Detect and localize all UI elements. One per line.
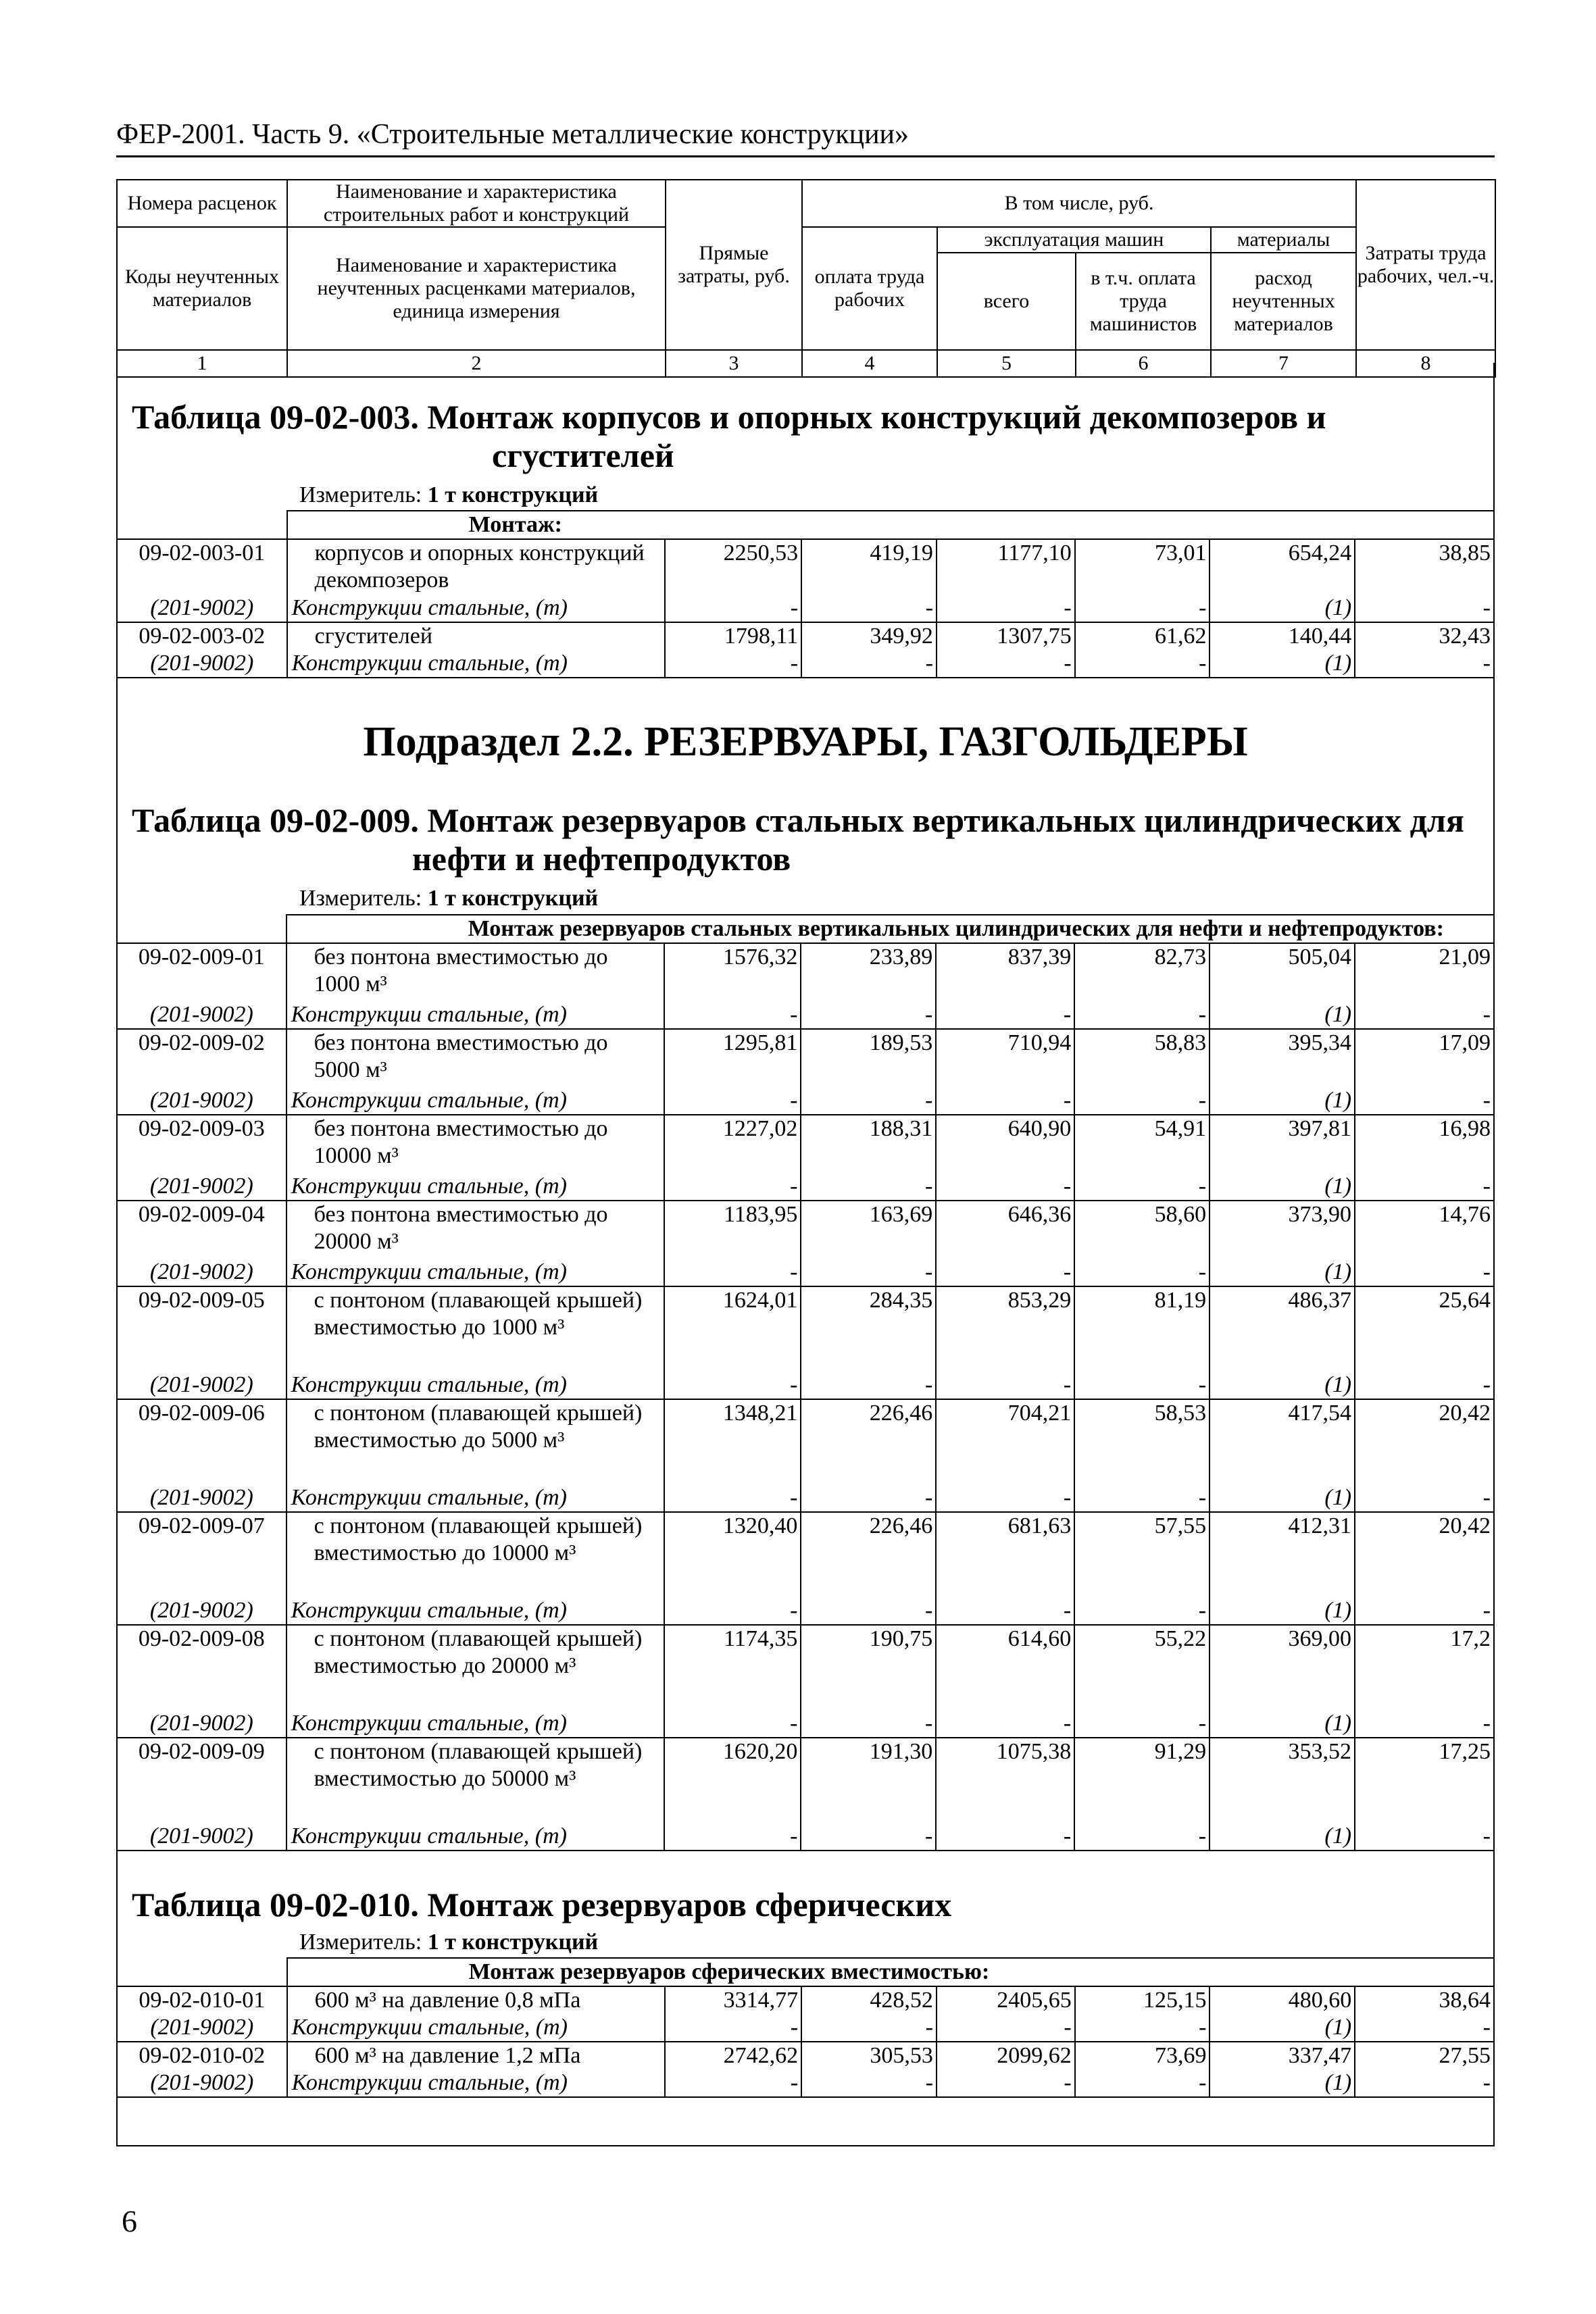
material-direct: -: [664, 1710, 801, 1738]
wages: 191,30: [801, 1738, 936, 1823]
machines-total: 646,36: [936, 1201, 1074, 1259]
material-direct: -: [664, 1259, 801, 1286]
machines-wages: 58,53: [1074, 1399, 1210, 1484]
material-code: (201-9002): [117, 1710, 286, 1738]
rate-code: 09-02-010-02: [117, 2042, 287, 2069]
table-003-title-line1: Таблица 09-02-003. Монтаж корпусов и опорных конструкций декомпозеров и: [132, 398, 1326, 436]
work-name: без понтона вместимостью до 10000 м³: [286, 1115, 665, 1173]
col-number: 2: [287, 350, 666, 377]
material-name: Конструкции стальные, (т): [286, 1823, 665, 1851]
machines-wages: 81,19: [1074, 1286, 1210, 1372]
machines-wages: 61,62: [1075, 622, 1210, 650]
col-mat-code: Коды неучтенных материалов: [117, 227, 287, 350]
material-labor: -: [1355, 2069, 1494, 2097]
material-labor: -: [1355, 1484, 1494, 1512]
table-003-body: [116, 510, 1495, 678]
material-wages: -: [801, 1710, 936, 1738]
machines-total: 640,90: [936, 1115, 1074, 1173]
work-name: 600 м³ на давление 1,2 мПа: [287, 2042, 666, 2069]
labor: 20,42: [1355, 1399, 1494, 1484]
material-machines-wages: -: [1074, 1001, 1210, 1029]
material-code: (201-9002): [117, 1484, 286, 1512]
table-row: [117, 1399, 1494, 1484]
materials: 395,34: [1210, 1029, 1355, 1087]
group-heading: Монтаж резервуаров сферических вместимостью:: [287, 1958, 1494, 1986]
material-machines-wages: -: [1075, 650, 1210, 678]
machines-total: 614,60: [936, 1625, 1074, 1710]
material-code: (201-9002): [117, 2014, 287, 2042]
labor: 38,85: [1355, 539, 1494, 595]
labor: 17,09: [1355, 1029, 1494, 1087]
rate-code: 09-02-010-01: [117, 1986, 287, 2014]
material-code: (201-9002): [117, 1087, 286, 1115]
wages: 226,46: [801, 1399, 936, 1484]
direct-cost: 2742,62: [665, 2042, 801, 2069]
materials: 397,81: [1210, 1115, 1355, 1173]
labor: 27,55: [1355, 2042, 1494, 2069]
table-009-title-line1: Таблица 09-02-009. Монтаж резервуаров стальных вертикальных цилиндрических для: [132, 801, 1464, 839]
materials: 369,00: [1210, 1625, 1355, 1710]
material-machines-wages: -: [1074, 1259, 1210, 1286]
work-name: сгустителей: [287, 622, 666, 650]
work-name: без понтона вместимостью до 5000 м³: [286, 1029, 665, 1087]
rate-code: 09-02-009-04: [117, 1201, 286, 1259]
material-machines: -: [936, 1597, 1074, 1625]
material-labor: -: [1355, 1823, 1494, 1851]
wages: 190,75: [801, 1625, 936, 1710]
material-name: Конструкции стальные, (т): [287, 650, 666, 678]
direct-cost: 1624,01: [664, 1286, 801, 1372]
col-wages: оплата труда рабочих: [802, 227, 937, 350]
material-code: (201-9002): [117, 1173, 286, 1201]
table-row: [117, 1286, 1494, 1372]
work-name: с понтоном (плавающей крышей) вместимостью до 10000 м³: [286, 1512, 665, 1597]
material-code: (201-9002): [117, 1597, 286, 1625]
table-row: [117, 1986, 1494, 2014]
material-machines: -: [936, 1372, 1074, 1399]
direct-cost: 1576,32: [664, 943, 801, 1001]
direct-cost: 1183,95: [664, 1201, 801, 1259]
material-machines: -: [936, 1484, 1074, 1512]
material-row: [117, 1484, 1494, 1512]
material-machines: -: [936, 1823, 1074, 1851]
table-row: [117, 539, 1494, 595]
material-machines-wages: -: [1074, 1484, 1210, 1512]
rate-code: 09-02-009-07: [117, 1512, 286, 1597]
labor: 17,2: [1355, 1625, 1494, 1710]
material-name: Конструкции стальные, (т): [286, 1173, 665, 1201]
col-number: 1: [117, 350, 287, 377]
material-unit: (1): [1210, 1484, 1355, 1512]
material-unit: (1): [1210, 2014, 1355, 2042]
table-row: [117, 1115, 1494, 1173]
labor: 25,64: [1355, 1286, 1494, 1372]
group-heading: Монтаж:: [287, 511, 1494, 539]
material-row: [117, 2069, 1494, 2097]
rate-code: 09-02-003-02: [117, 622, 287, 650]
materials: 480,60: [1210, 1986, 1355, 2014]
material-direct: -: [665, 650, 801, 678]
table-row: [117, 1625, 1494, 1710]
material-row: [117, 1372, 1494, 1399]
table-row: [117, 1738, 1494, 1823]
machines-total: 681,63: [936, 1512, 1074, 1597]
material-unit: (1): [1210, 1597, 1355, 1625]
col-machines: эксплуатация машин: [937, 227, 1211, 253]
material-name: Конструкции стальные, (т): [287, 2069, 666, 2097]
work-name: без понтона вместимостью до 20000 м³: [286, 1201, 665, 1259]
material-labor: -: [1355, 650, 1494, 678]
col-number: 8: [1356, 350, 1495, 377]
table-010-title-line1: Таблица 09-02-010. Монтаж резервуаров сферических: [132, 1886, 952, 1923]
material-wages: -: [801, 1484, 936, 1512]
material-wages: -: [801, 1087, 936, 1115]
wages: 284,35: [801, 1286, 936, 1372]
col-materials: материалы: [1211, 227, 1356, 253]
material-wages: -: [801, 1173, 936, 1201]
material-direct: -: [664, 1372, 801, 1399]
col-number: 6: [1076, 350, 1211, 377]
col-materials-unacc: расход неучтенных материалов: [1211, 253, 1356, 350]
material-direct: -: [664, 1823, 801, 1851]
material-code: (201-9002): [117, 2069, 287, 2097]
machines-total: 1075,38: [936, 1738, 1074, 1823]
material-name: Конструкции стальные, (т): [286, 1372, 665, 1399]
material-unit: (1): [1210, 595, 1355, 622]
material-labor: -: [1355, 1173, 1494, 1201]
table-009-body: [116, 914, 1495, 1851]
direct-cost: 1227,02: [664, 1115, 801, 1173]
labor: 14,76: [1355, 1201, 1494, 1259]
col-labor: Затраты труда рабочих, чел.-ч.: [1356, 180, 1495, 350]
labor: 20,42: [1355, 1512, 1494, 1597]
material-machines: -: [937, 650, 1075, 678]
direct-cost: 1174,35: [664, 1625, 801, 1710]
machines-wages: 54,91: [1074, 1115, 1210, 1173]
material-machines-wages: -: [1075, 2014, 1210, 2042]
material-row: [117, 1597, 1494, 1625]
material-wages: -: [801, 1597, 936, 1625]
material-row: [117, 1173, 1494, 1201]
material-unit: (1): [1210, 1087, 1355, 1115]
material-machines: -: [937, 2069, 1075, 2097]
work-name: с понтоном (плавающей крышей) вместимостью до 5000 м³: [286, 1399, 665, 1484]
rate-code: 09-02-009-05: [117, 1286, 286, 1372]
col-work-name: Наименование и характеристика строительных работ и конструкций: [287, 180, 666, 227]
material-code: (201-9002): [117, 1259, 286, 1286]
col-number: 4: [802, 350, 937, 377]
material-name: Конструкции стальные, (т): [287, 2014, 666, 2042]
table-010-body: [116, 1957, 1495, 2098]
labor: 38,64: [1355, 1986, 1494, 2014]
wages: 419,19: [801, 539, 937, 595]
material-labor: -: [1355, 1001, 1494, 1029]
column-header-table: [116, 179, 1496, 378]
data-table: [116, 914, 1495, 1851]
table-row: [117, 1029, 1494, 1087]
measure-value: 1 т конструкций: [427, 1930, 599, 1955]
material-name: Конструкции стальные, (т): [286, 1259, 665, 1286]
material-machines-wages: -: [1074, 1597, 1210, 1625]
machines-total: 837,39: [936, 943, 1074, 1001]
col-number: 7: [1211, 350, 1356, 377]
work-name: корпусов и опорных конструкций декомпозеров: [287, 539, 666, 595]
col-number: 3: [666, 350, 802, 377]
machines-wages: 57,55: [1074, 1512, 1210, 1597]
table-row: [117, 622, 1494, 650]
material-unit: (1): [1210, 1173, 1355, 1201]
material-direct: -: [665, 2014, 801, 2042]
material-name: Конструкции стальные, (т): [287, 595, 666, 622]
col-machines-total: всего: [937, 253, 1076, 350]
direct-cost: 1798,11: [665, 622, 801, 650]
measure-value: 1 т конструкций: [427, 482, 599, 507]
material-row: [117, 1823, 1494, 1851]
col-direct-cost: Прямые затраты, руб.: [666, 180, 802, 350]
labor: 17,25: [1355, 1738, 1494, 1823]
rate-code: 09-02-009-08: [117, 1625, 286, 1710]
materials: 140,44: [1210, 622, 1355, 650]
machines-total: 1177,10: [937, 539, 1075, 595]
material-direct: -: [664, 1001, 801, 1029]
material-wages: -: [801, 1001, 936, 1029]
rate-code: 09-02-009-03: [117, 1115, 286, 1173]
material-row: [117, 595, 1494, 622]
material-name: Конструкции стальные, (т): [286, 1710, 665, 1738]
table-row: [117, 943, 1494, 1001]
wages: 305,53: [801, 2042, 937, 2069]
table-row: [117, 2042, 1494, 2069]
page-number: 6: [122, 2204, 137, 2238]
table-row: [117, 1201, 1494, 1259]
material-direct: -: [664, 1484, 801, 1512]
machines-wages: 58,83: [1074, 1029, 1210, 1087]
material-direct: -: [664, 1087, 801, 1115]
material-labor: -: [1355, 595, 1494, 622]
material-code: (201-9002): [117, 650, 287, 678]
rate-code: 09-02-009-02: [117, 1029, 286, 1087]
work-name: без понтона вместимостью до 1000 м³: [286, 943, 665, 1001]
materials: 412,31: [1210, 1512, 1355, 1597]
machines-total: 704,21: [936, 1399, 1074, 1484]
material-wages: -: [801, 2069, 937, 2097]
materials: 486,37: [1210, 1286, 1355, 1372]
data-table: [116, 1957, 1495, 2098]
material-machines-wages: -: [1074, 1173, 1210, 1201]
material-unit: (1): [1210, 1259, 1355, 1286]
material-unit: (1): [1210, 650, 1355, 678]
material-labor: -: [1355, 1597, 1494, 1625]
subsection-title: Подраздел 2.2. РЕЗЕРВУАРЫ, ГАЗГОЛЬДЕРЫ: [363, 719, 1248, 765]
work-name: 600 м³ на давление 0,8 мПа: [287, 1986, 666, 2014]
material-machines: -: [937, 2014, 1075, 2042]
material-code: (201-9002): [117, 1372, 286, 1399]
table-009-measure: [299, 885, 598, 912]
material-machines: -: [936, 1259, 1074, 1286]
material-direct: -: [665, 595, 801, 622]
materials: 417,54: [1210, 1399, 1355, 1484]
data-table: [116, 510, 1495, 678]
machines-wages: 82,73: [1074, 943, 1210, 1001]
measure-label: Измеритель:: [299, 886, 422, 911]
material-labor: -: [1355, 1087, 1494, 1115]
wages: 189,53: [801, 1029, 936, 1087]
wages: 349,92: [801, 622, 937, 650]
material-row: [117, 1087, 1494, 1115]
rate-code: 09-02-009-09: [117, 1738, 286, 1823]
running-header: ФЕР-2001. Часть 9. «Строительные металлические конструкции»: [116, 119, 909, 150]
work-name: с понтоном (плавающей крышей) вместимостью до 50000 м³: [286, 1738, 665, 1823]
material-row: [117, 1710, 1494, 1738]
work-name: с понтоном (плавающей крышей) вместимостью до 1000 м³: [286, 1286, 665, 1372]
col-machines-wages: в т.ч. оплата труда машинистов: [1076, 253, 1211, 350]
material-code: (201-9002): [117, 1823, 286, 1851]
direct-cost: 2250,53: [665, 539, 801, 595]
direct-cost: 3314,77: [665, 1986, 801, 2014]
wages: 226,46: [801, 1512, 936, 1597]
material-unit: (1): [1210, 1372, 1355, 1399]
materials: 373,90: [1210, 1201, 1355, 1259]
rate-code: 09-02-009-01: [117, 943, 286, 1001]
direct-cost: 1620,20: [664, 1738, 801, 1823]
material-name: Конструкции стальные, (т): [286, 1001, 665, 1029]
material-wages: -: [801, 1259, 936, 1286]
material-labor: -: [1355, 1710, 1494, 1738]
table-row: [117, 1512, 1494, 1597]
col-mat-name: Наименование и характеристика неучтенных расценками материалов, единица измерения: [287, 227, 666, 350]
material-machines: -: [936, 1001, 1074, 1029]
direct-cost: 1295,81: [664, 1029, 801, 1087]
machines-wages: 55,22: [1074, 1625, 1210, 1710]
material-name: Конструкции стальные, (т): [286, 1484, 665, 1512]
material-name: Конструкции стальные, (т): [286, 1087, 665, 1115]
material-wages: -: [801, 650, 937, 678]
group-heading: Монтаж резервуаров стальных вертикальных цилиндрических для нефти и нефтепродуктов:: [286, 915, 1494, 943]
wages: 233,89: [801, 943, 936, 1001]
machines-total: 1307,75: [937, 622, 1075, 650]
material-wages: -: [801, 2014, 937, 2042]
machines-wages: 91,29: [1074, 1738, 1210, 1823]
labor: 32,43: [1355, 622, 1494, 650]
material-code: (201-9002): [117, 595, 287, 622]
machines-wages: 73,69: [1075, 2042, 1210, 2069]
machines-wages: 73,01: [1075, 539, 1210, 595]
material-machines-wages: -: [1074, 1710, 1210, 1738]
table-010-measure: [299, 1929, 598, 1956]
materials: 505,04: [1210, 943, 1355, 1001]
machines-total: 2405,65: [937, 1986, 1075, 2014]
material-labor: -: [1355, 2014, 1494, 2042]
material-wages: -: [801, 1372, 936, 1399]
measure-label: Измеритель:: [299, 482, 422, 507]
material-unit: (1): [1210, 1001, 1355, 1029]
materials: 337,47: [1210, 2042, 1355, 2069]
material-row: [117, 2014, 1494, 2042]
material-direct: -: [664, 1597, 801, 1625]
material-machines-wages: -: [1074, 1087, 1210, 1115]
material-direct: -: [664, 1173, 801, 1201]
measure-label: Измеритель:: [299, 1930, 422, 1955]
material-labor: -: [1355, 1372, 1494, 1399]
rate-code: 09-02-003-01: [117, 539, 287, 595]
machines-total: 710,94: [936, 1029, 1074, 1087]
material-machines-wages: -: [1074, 1823, 1210, 1851]
material-wages: -: [801, 595, 937, 622]
material-machines: -: [936, 1710, 1074, 1738]
material-unit: (1): [1210, 1710, 1355, 1738]
material-machines: -: [937, 595, 1075, 622]
machines-total: 2099,62: [937, 2042, 1075, 2069]
material-machines: -: [936, 1173, 1074, 1201]
material-row: [117, 1259, 1494, 1286]
material-machines-wages: -: [1075, 595, 1210, 622]
materials: 353,52: [1210, 1738, 1355, 1823]
material-direct: -: [665, 2069, 801, 2097]
table-003-title-line2: сгустителей: [492, 436, 674, 474]
col-number: 5: [937, 350, 1076, 377]
rate-code: 09-02-009-06: [117, 1399, 286, 1484]
material-code: (201-9002): [117, 1001, 286, 1029]
labor: 16,98: [1355, 1115, 1494, 1173]
wages: 163,69: [801, 1201, 936, 1259]
material-unit: (1): [1210, 1823, 1355, 1851]
machines-wages: 125,15: [1075, 1986, 1210, 2014]
material-labor: -: [1355, 1259, 1494, 1286]
direct-cost: 1320,40: [664, 1512, 801, 1597]
wages: 188,31: [801, 1115, 936, 1173]
measure-value: 1 т конструкций: [427, 886, 599, 911]
table-003-measure: [299, 482, 598, 509]
table-009-title-line2: нефти и нефтепродуктов: [412, 840, 791, 878]
material-name: Конструкции стальные, (т): [286, 1597, 665, 1625]
direct-cost: 1348,21: [664, 1399, 801, 1484]
material-wages: -: [801, 1823, 936, 1851]
header-rule: [116, 155, 1495, 157]
material-row: [117, 650, 1494, 678]
work-name: с понтоном (плавающей крышей) вместимостью до 20000 м³: [286, 1625, 665, 1710]
material-machines: -: [936, 1087, 1074, 1115]
material-row: [117, 1001, 1494, 1029]
material-unit: (1): [1210, 2069, 1355, 2097]
material-machines-wages: -: [1074, 1372, 1210, 1399]
material-machines-wages: -: [1075, 2069, 1210, 2097]
col-rate-no: Номера расценок: [117, 180, 287, 227]
machines-total: 853,29: [936, 1286, 1074, 1372]
labor: 21,09: [1355, 943, 1494, 1001]
wages: 428,52: [801, 1986, 937, 2014]
col-incl: В том числе, руб.: [802, 180, 1356, 227]
machines-wages: 58,60: [1074, 1201, 1210, 1259]
materials: 654,24: [1210, 539, 1355, 595]
